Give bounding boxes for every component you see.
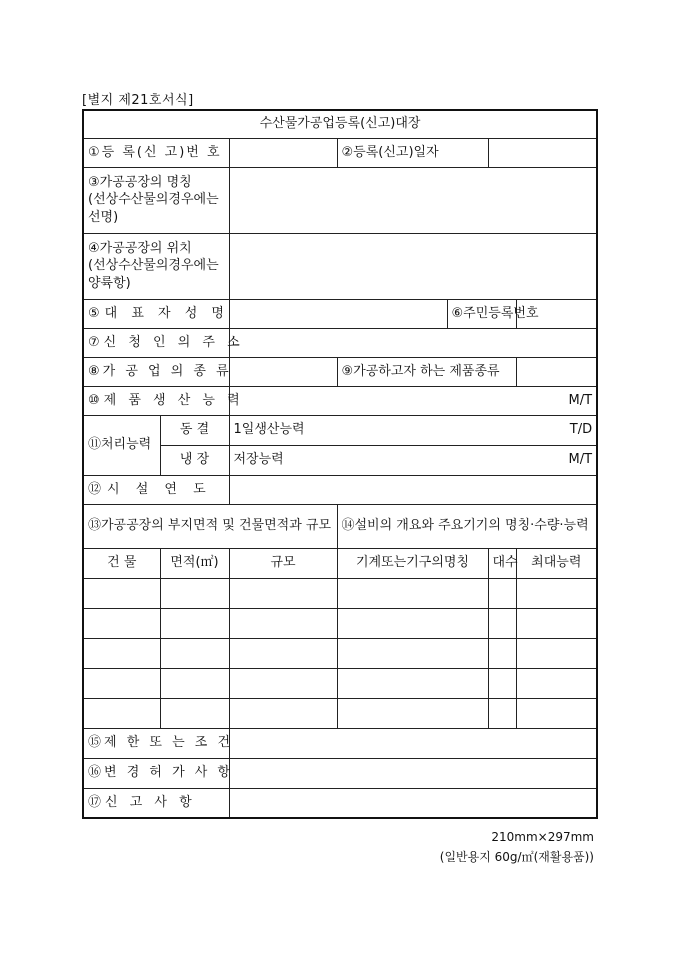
changes-field[interactable] [229, 758, 597, 788]
freeze-capacity-field[interactable] [229, 415, 597, 445]
processing-type-field[interactable] [229, 357, 337, 386]
product-type-field[interactable] [516, 357, 597, 386]
registration-date-label: ②등록(신고)일자 [337, 138, 488, 167]
production-capacity-unit: M/T [568, 392, 593, 408]
daily-production-label: 1일생산능력 [233, 422, 305, 438]
registration-ledger-form [82, 109, 598, 819]
processing-type-label: ⑧가 공 업 의 종 류 [88, 363, 232, 379]
applicant-address-label: ⑦신 청 인 의 주 소 [88, 334, 244, 350]
table-row [83, 578, 597, 608]
col-count: 대수 [488, 548, 516, 578]
paper-size: 210mm×297mm [491, 830, 594, 844]
col-scale: 규모 [229, 548, 337, 578]
registration-number-field[interactable] [229, 138, 337, 167]
representative-name-field[interactable] [229, 299, 447, 328]
factory-name-field[interactable] [229, 167, 597, 233]
registration-number-label: ①등 록(신 고)번 호 [88, 144, 222, 160]
cold-storage-label: 냉 장 [160, 445, 229, 475]
freeze-unit: T/D [569, 422, 593, 438]
factory-location-label: ④가공공장의 위치(선상수산물의경우에는 양륙항) [83, 233, 229, 299]
reports-label: ⑰신 고 사 항 [88, 794, 196, 810]
table-row [83, 638, 597, 668]
applicant-address-field[interactable] [229, 328, 597, 357]
resident-number-label: ⑥주민등록번호 [447, 299, 516, 328]
registration-date-field[interactable] [488, 138, 597, 167]
col-machine-name: 기계또는기구의명칭 [337, 548, 488, 578]
form-number-label: [별지 제21호서식] [82, 93, 194, 108]
factory-location-field[interactable] [229, 233, 597, 299]
conditions-field[interactable] [229, 728, 597, 758]
col-area: 면적(㎡) [160, 548, 229, 578]
equipment-header: ⑭설비의 개요와 주요기기의 명칭·수량·능력 [337, 504, 597, 548]
paper-spec: (일반용지 60g/㎡(재활용품)) [439, 850, 594, 864]
cold-unit: M/T [568, 452, 593, 468]
facility-year-field[interactable] [229, 475, 597, 504]
product-type-label: ⑨가공하고자 하는 제품종류 [337, 357, 516, 386]
col-max-capacity: 최대능력 [516, 548, 597, 578]
production-capacity-label: ⑩제 품 생 산 능 력 [88, 392, 244, 408]
table-row [83, 668, 597, 698]
col-building: 건 물 [83, 548, 160, 578]
representative-name-label: ⑤대 표 자 성 명 [88, 305, 229, 321]
cold-capacity-field[interactable] [229, 445, 597, 475]
site-area-header: ⑬가공공장의 부지면적 및 건물면적과 규모 [83, 504, 337, 548]
reports-field[interactable] [229, 788, 597, 818]
changes-label: ⑯변 경 허 가 사 항 [88, 765, 234, 781]
facility-year-label: ⑫시 설 연 도 [88, 481, 212, 497]
table-row [83, 698, 597, 728]
form-title: 수산물가공업등록(신고)대장 [83, 110, 597, 138]
conditions-label: ⑮제 한 또 는 조 건 [88, 735, 234, 751]
storage-capacity-label: 저장능력 [233, 452, 284, 468]
factory-name-label: ③가공공장의 명칭(선상수산물의경우에는 선명) [83, 167, 229, 233]
production-capacity-field[interactable] [229, 386, 597, 415]
table-row [83, 608, 597, 638]
processing-capacity-label: ⑪처리능력 [83, 415, 160, 475]
freeze-label: 동 결 [160, 415, 229, 445]
